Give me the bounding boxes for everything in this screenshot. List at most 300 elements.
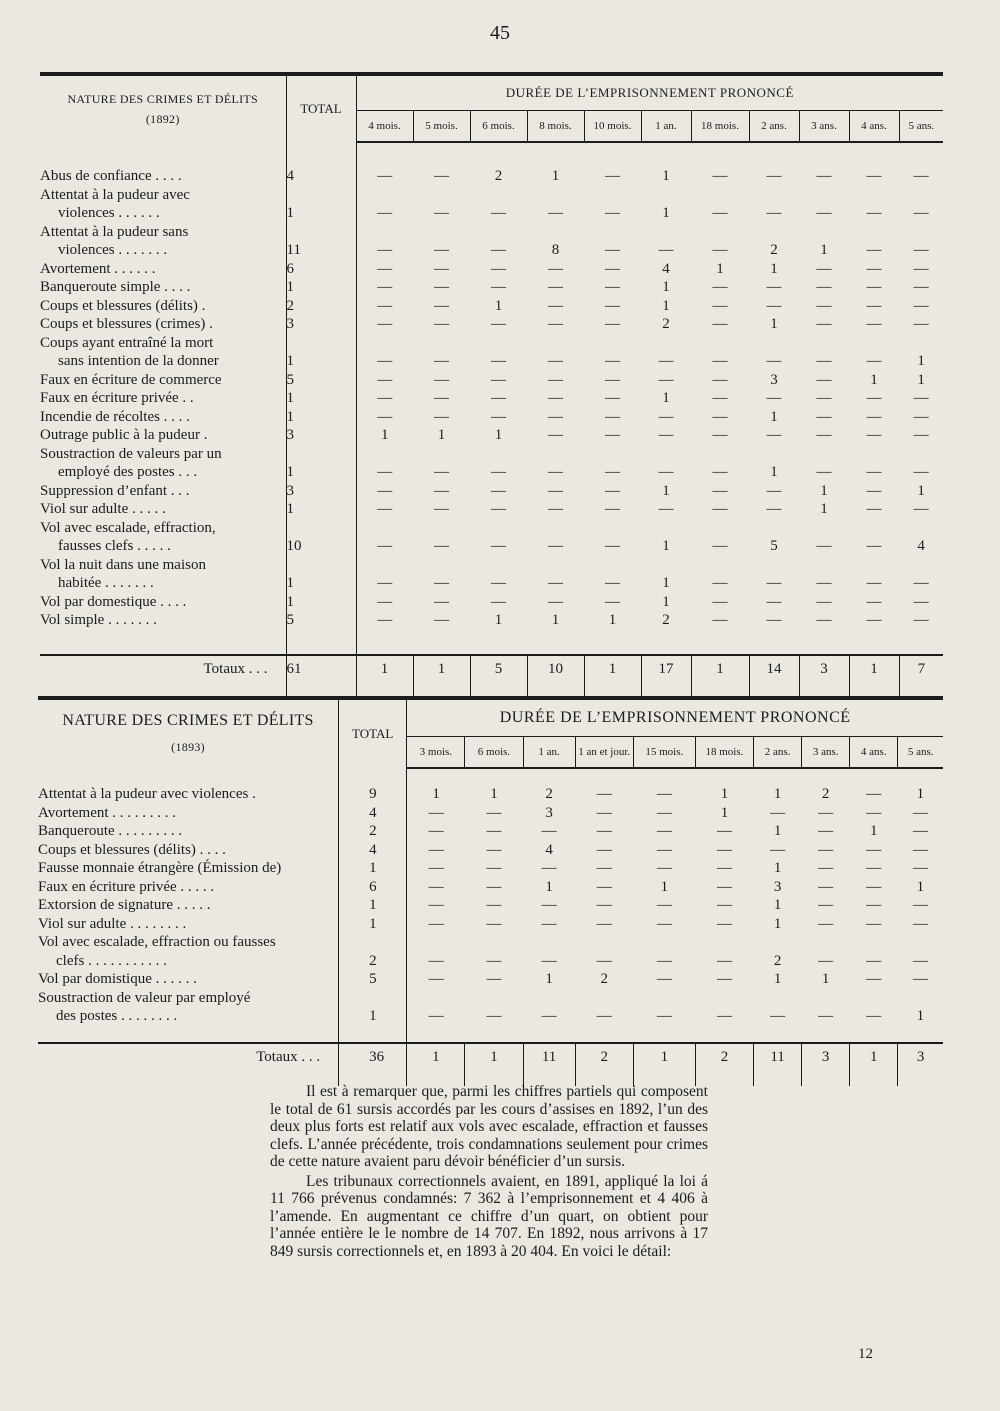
duration-count-cell: 5	[770, 538, 778, 554]
duration-count-cell: 1	[716, 260, 724, 277]
duration-count-cell: —	[605, 205, 620, 221]
duration-count-cell: 1	[917, 353, 925, 369]
duration-count-cell: —	[816, 538, 832, 554]
duration-count-cell: —	[377, 464, 393, 480]
table-row	[40, 167, 943, 186]
row-total: 3	[286, 482, 356, 501]
duration-count-cell: —	[766, 482, 782, 499]
duration-count-cell: —	[866, 593, 882, 610]
duration-count-cell: —	[770, 841, 786, 858]
duration-count-cell: —	[866, 538, 882, 554]
duration-count-cell: —	[486, 878, 502, 895]
duration-count-cell: 2	[773, 952, 782, 969]
table-row	[38, 859, 943, 878]
duration-count-cell: —	[486, 804, 502, 821]
duration-count-cell: —	[716, 860, 732, 876]
row-total: 2	[286, 297, 356, 316]
duration-count-cell: 1	[662, 168, 670, 184]
duration-count-cell: —	[716, 915, 732, 932]
duration-count-cell: —	[486, 860, 502, 876]
duration-count-cell: —	[605, 593, 620, 610]
offense-label-line: Vol simple . . . . . . .	[40, 612, 157, 628]
duration-count-cell: —	[656, 860, 672, 876]
duration-count-cell: 3	[770, 371, 778, 388]
duration-count-cell: —	[428, 841, 444, 858]
duration-count-cell: 4	[545, 841, 553, 858]
duration-count-cell: 1	[773, 971, 782, 987]
duration-count-cell: —	[548, 501, 563, 517]
duration-count-cell: —	[658, 464, 674, 480]
duration-count-cell: —	[816, 353, 832, 369]
duration-count-cell: —	[491, 353, 506, 369]
duration-count-cell: 1	[662, 538, 670, 554]
duration-count-cell: 1	[917, 482, 925, 499]
duration-count-cell: —	[656, 915, 672, 932]
duration-count-cell: —	[428, 971, 444, 987]
table-row	[40, 297, 943, 316]
duration-count-cell: 1	[773, 823, 782, 839]
duration-count-cell: —	[816, 279, 832, 295]
duration-count-cell: —	[866, 205, 882, 221]
duration-count-cell: 1	[490, 786, 498, 802]
duration-count-cell: —	[766, 575, 782, 591]
row-total: 5	[339, 970, 407, 989]
offense-label-line: Abus de confiance . . . .	[40, 168, 182, 184]
offense-label	[40, 593, 286, 612]
duration-count-cell: —	[434, 316, 449, 332]
duration-count-cell: 1	[437, 427, 446, 443]
duration-count-cell: 1	[551, 168, 560, 184]
duration-count-cell: —	[766, 427, 782, 443]
table-1893	[38, 696, 943, 1086]
duration-count-cell: —	[913, 316, 929, 332]
totals-row	[38, 1043, 943, 1070]
table-row	[38, 989, 943, 1026]
duration-column-header: 3 mois.	[407, 737, 465, 769]
duration-count-cell: —	[491, 242, 506, 258]
duration-count-cell: —	[712, 279, 728, 295]
duration-column-header: 6 mois.	[470, 111, 527, 143]
duration-count-cell: —	[541, 1008, 557, 1024]
duration-count-cell: —	[434, 575, 449, 591]
duration-count-cell: —	[596, 915, 612, 932]
duration-count-cell: 1	[662, 575, 670, 591]
total-header: TOTAL	[286, 74, 356, 142]
row-total: 2	[339, 822, 407, 841]
duration-count-cell: —	[816, 427, 832, 443]
duration-count-cell: —	[816, 316, 832, 332]
offense-label	[40, 519, 286, 556]
paragraph: Les tribunaux correctionnels avaient, en 1891, appliqué la loi á 11 766 prévenus condamnés: 7 362 à l’emprisonnement et 4 406 à l’amende. En augmentant ce chiffre d’un quart, on obtient pour l’année entière le le nombre de 14 707. En 1892, nous arrivons à 17 849 sursis correctionnels et, en 1893 à 20 404. En voici le détail:	[270, 1172, 708, 1260]
offense-label-line: Coups et blessures (crimes) .	[40, 316, 213, 332]
column-total: 10	[527, 655, 584, 682]
row-total: 1	[286, 186, 356, 223]
offense-label-line: Attentat à la pudeur sans	[40, 223, 189, 240]
offense-label-line: Coups et blessures (délits) . . . .	[38, 841, 226, 858]
column-total: 1	[691, 655, 749, 682]
duration-count-cell: —	[658, 501, 674, 517]
row-total: 10	[286, 519, 356, 556]
row-total: 1	[286, 389, 356, 408]
column-total: 5	[470, 655, 527, 682]
table-row	[40, 315, 943, 334]
duration-count-cell: —	[434, 593, 449, 610]
duration-count-cell: —	[434, 612, 449, 628]
duration-count-cell: —	[548, 464, 563, 480]
duration-count-cell: —	[866, 786, 882, 802]
duration-count-cell: —	[912, 841, 928, 858]
row-total: 1	[286, 278, 356, 297]
duration-count-cell: —	[866, 260, 882, 277]
duration-count-cell: —	[434, 464, 449, 480]
offense-label-line: Faux en écriture de commerce	[40, 371, 222, 388]
row-total: 1	[339, 989, 407, 1026]
table-row	[38, 822, 943, 841]
sheet-number: 12	[858, 1346, 873, 1362]
duration-count-cell: 1	[770, 316, 778, 332]
duration-count-cell: —	[656, 971, 672, 987]
table-row	[40, 482, 943, 501]
duration-count-cell: —	[716, 841, 732, 858]
duration-count-cell: —	[434, 353, 449, 369]
year-label: (1893)	[171, 740, 205, 754]
duration-count-cell: —	[548, 371, 563, 388]
duration-count-cell: 4	[917, 538, 925, 554]
row-total: 4	[286, 167, 356, 186]
offense-label	[38, 822, 339, 841]
duration-count-cell: 2	[600, 971, 608, 987]
offense-label-line: Faux en écriture privée . .	[40, 390, 194, 406]
duration-count-cell: —	[605, 408, 620, 425]
offense-label	[40, 408, 286, 427]
duration-count-cell: —	[712, 501, 728, 517]
duration-count-cell: —	[434, 482, 449, 499]
duration-column-header: 10 mois.	[584, 111, 641, 143]
duration-count-cell: —	[770, 1008, 786, 1024]
duration-count-cell: 1	[916, 878, 925, 895]
row-total: 1	[286, 408, 356, 427]
duration-count-cell: —	[491, 538, 506, 554]
duration-count-cell: —	[428, 804, 444, 821]
duration-count-cell: —	[491, 390, 506, 406]
duration-count-cell: —	[913, 464, 929, 480]
duration-count-cell: —	[818, 804, 834, 821]
column-total: 11	[754, 1043, 802, 1070]
duration-count-cell: —	[434, 371, 449, 388]
duration-count-cell: —	[434, 501, 449, 517]
duration-count-cell: —	[656, 952, 672, 969]
duration-count-cell: —	[541, 952, 557, 969]
duration-count-cell: —	[766, 205, 782, 221]
table-row	[40, 500, 943, 519]
duration-count-cell: —	[913, 408, 929, 425]
duration-count-cell: —	[656, 841, 672, 858]
duration-count-cell: —	[766, 612, 782, 628]
row-total: 1	[286, 593, 356, 612]
offense-label-line: employé des postes . . .	[58, 464, 198, 480]
duration-count-cell: 1	[773, 915, 782, 932]
duration-count-cell: —	[913, 242, 929, 258]
table-row	[38, 785, 943, 804]
table-row	[40, 611, 943, 630]
duration-count-cell: —	[605, 353, 620, 369]
table-row	[40, 445, 943, 482]
duration-count-cell: —	[712, 593, 728, 610]
duration-count-cell: —	[866, 878, 882, 895]
offense-label-line: Faux en écriture privée . . . . .	[38, 878, 215, 895]
duration-count-cell: —	[913, 390, 929, 406]
offense-label	[40, 500, 286, 519]
duration-count-cell: —	[377, 612, 393, 628]
duration-count-cell: —	[766, 353, 782, 369]
duration-count-cell: 1	[660, 878, 669, 895]
offense-label	[40, 260, 286, 279]
duration-count-cell: 1	[494, 427, 503, 443]
offense-label	[40, 389, 286, 408]
offense-label	[40, 167, 286, 186]
duration-count-cell: —	[866, 1008, 882, 1024]
duration-count-cell: —	[434, 205, 449, 221]
duration-count-cell: 1	[917, 371, 925, 388]
table-row	[38, 896, 943, 915]
duration-column-header: 4 mois.	[356, 111, 413, 143]
duration-count-cell: —	[913, 501, 929, 517]
table-row	[38, 841, 943, 860]
row-total: 4	[339, 841, 407, 860]
row-total: 1	[286, 500, 356, 519]
duration-count-cell: 2	[545, 786, 553, 802]
grand-total: 61	[286, 655, 356, 682]
duration-count-cell: —	[491, 593, 506, 610]
duration-count-cell: —	[377, 371, 393, 388]
offense-label-line: Avortement . . . . . .	[40, 260, 156, 277]
column-total: 3	[799, 655, 849, 682]
offense-label-line: Avortement . . . . . . . . .	[38, 804, 177, 821]
totals-row	[40, 655, 943, 682]
duration-count-cell: —	[818, 915, 834, 932]
duration-count-cell: —	[548, 390, 563, 406]
row-total: 3	[286, 315, 356, 334]
duration-count-cell: 1	[773, 860, 782, 876]
duration-count-cell: —	[548, 260, 563, 277]
duration-count-cell: —	[716, 1008, 732, 1024]
duration-count-cell: —	[816, 297, 832, 314]
duration-count-cell: —	[605, 538, 620, 554]
duration-count-cell: —	[596, 860, 612, 876]
table-row	[38, 804, 943, 823]
offense-label	[38, 878, 339, 897]
duration-count-cell: —	[605, 575, 620, 591]
duration-count-cell: —	[866, 575, 882, 591]
duration-count-cell: —	[486, 897, 502, 913]
duration-count-cell: —	[434, 279, 449, 295]
duration-count-cell: 1	[821, 971, 830, 987]
duration-count-cell: —	[656, 804, 672, 821]
duration-count-cell: 1	[720, 786, 729, 802]
offense-label	[40, 556, 286, 593]
duration-count-cell: —	[913, 205, 929, 221]
table-row	[40, 371, 943, 390]
column-total: 1	[850, 1043, 898, 1070]
totals-label: Totaux . . .	[38, 1043, 339, 1070]
offense-label	[38, 915, 339, 934]
duration-count-cell: —	[548, 353, 563, 369]
duration-count-cell: —	[548, 316, 563, 332]
duration-count-cell: —	[866, 860, 882, 876]
duration-count-cell: —	[605, 464, 620, 480]
offense-label-line: Soustraction de valeur par employé	[38, 989, 251, 1006]
row-total: 6	[286, 260, 356, 279]
duration-count-cell: —	[491, 279, 506, 295]
duration-count-cell: —	[866, 915, 882, 932]
duration-count-cell: 1	[662, 482, 670, 499]
table-row	[40, 278, 943, 297]
duration-column-header: 1 an et jour.	[575, 737, 633, 769]
duration-count-cell: —	[816, 205, 832, 221]
duration-count-cell: —	[913, 260, 929, 277]
offense-label-line: Vol la nuit dans une maison	[40, 556, 206, 573]
duration-count-cell: —	[428, 860, 444, 876]
duration-header: DURÉE DE L’EMPRISONNEMENT PRONONCÉ	[407, 698, 943, 737]
table-row	[40, 408, 943, 427]
year-label: (1892)	[145, 112, 180, 126]
duration-count-cell: —	[866, 408, 882, 425]
duration-count-cell: —	[716, 823, 732, 839]
duration-count-cell: —	[434, 242, 449, 258]
duration-count-cell: 4	[662, 260, 670, 277]
row-total: 1	[339, 915, 407, 934]
column-total: 17	[641, 655, 691, 682]
offense-label	[38, 970, 339, 989]
duration-count-cell: —	[912, 915, 928, 932]
column-total: 1	[849, 655, 899, 682]
duration-column-header: 6 mois.	[465, 737, 523, 769]
duration-count-cell: —	[428, 1008, 444, 1024]
duration-count-cell: —	[818, 860, 834, 876]
duration-count-cell: —	[766, 390, 782, 406]
duration-count-cell: —	[548, 205, 563, 221]
duration-count-cell: 1	[870, 371, 878, 388]
table-row	[40, 389, 943, 408]
duration-count-cell: —	[712, 242, 728, 258]
duration-count-cell: —	[866, 279, 882, 295]
duration-count-cell: —	[377, 538, 393, 554]
offense-label	[40, 223, 286, 260]
duration-count-cell: —	[377, 279, 393, 295]
table-row	[38, 970, 943, 989]
offense-label	[38, 841, 339, 860]
duration-count-cell: —	[866, 501, 882, 517]
duration-count-cell: —	[548, 408, 563, 425]
duration-count-cell: —	[866, 427, 882, 443]
duration-count-cell: —	[912, 860, 928, 876]
duration-count-cell: 1	[381, 427, 389, 443]
duration-count-cell: —	[486, 915, 502, 932]
duration-count-cell: —	[486, 1008, 502, 1024]
duration-count-cell: 1	[494, 612, 503, 628]
duration-count-cell: —	[491, 501, 506, 517]
page-number: 45	[490, 22, 510, 44]
duration-count-cell: —	[712, 390, 728, 406]
duration-count-cell: —	[548, 575, 563, 591]
duration-count-cell: —	[605, 279, 620, 295]
offense-label-line: des postes . . . . . . . .	[56, 1008, 178, 1024]
duration-count-cell: —	[912, 971, 928, 987]
duration-count-cell: —	[766, 168, 782, 184]
column-total: 3	[898, 1043, 943, 1070]
row-total: 5	[286, 611, 356, 630]
duration-count-cell: —	[716, 971, 732, 987]
table-row	[40, 426, 943, 445]
duration-count-cell: —	[766, 593, 782, 610]
column-total: 1	[356, 655, 413, 682]
duration-count-cell: —	[658, 408, 674, 425]
offense-label-line: Banqueroute simple . . . .	[40, 279, 191, 295]
duration-count-cell: —	[596, 804, 612, 821]
row-total: 1	[339, 896, 407, 915]
duration-count-cell: —	[377, 390, 393, 406]
duration-count-cell: —	[866, 971, 882, 987]
table-row	[40, 556, 943, 593]
duration-count-cell: —	[428, 878, 444, 895]
duration-count-cell: —	[866, 464, 882, 480]
duration-count-cell: —	[712, 168, 728, 184]
duration-count-cell: 3	[545, 804, 553, 821]
duration-count-cell: —	[712, 612, 728, 628]
duration-count-cell: 1	[916, 1008, 925, 1024]
offense-label-line: fausses clefs . . . . .	[58, 538, 171, 554]
table-row	[38, 878, 943, 897]
duration-count-cell: —	[912, 952, 928, 969]
row-total: 11	[286, 223, 356, 260]
duration-count-cell: 1	[432, 786, 440, 802]
column-total: 14	[749, 655, 799, 682]
row-total: 2	[339, 933, 407, 970]
offense-label-line: Soustraction de valeurs par un	[40, 445, 222, 462]
duration-count-cell: —	[712, 205, 728, 221]
duration-count-cell: —	[605, 390, 620, 406]
offense-label-line: Incendie de récoltes . . . .	[40, 408, 190, 425]
offense-label-line: Vol avec escalade, effraction,	[40, 519, 216, 536]
duration-count-cell: —	[656, 897, 672, 913]
duration-count-cell: —	[913, 593, 929, 610]
row-total: 4	[339, 804, 407, 823]
duration-count-cell: —	[913, 612, 929, 628]
duration-count-cell: 1	[916, 786, 925, 802]
duration-count-cell: —	[541, 897, 557, 913]
duration-count-cell: —	[658, 427, 674, 443]
nature-header	[38, 698, 339, 768]
duration-count-cell: —	[486, 841, 502, 858]
duration-count-cell: —	[605, 316, 620, 332]
offense-label	[38, 896, 339, 915]
duration-count-cell: —	[548, 593, 563, 610]
duration-count-cell: —	[548, 279, 563, 295]
duration-count-cell: —	[541, 915, 557, 932]
duration-count-cell: —	[377, 205, 393, 221]
duration-count-cell: —	[491, 482, 506, 499]
column-total: 11	[523, 1043, 575, 1070]
duration-count-cell: —	[596, 1008, 612, 1024]
duration-count-cell: —	[428, 952, 444, 969]
duration-count-cell: —	[658, 353, 674, 369]
duration-count-cell: 1	[662, 205, 670, 221]
duration-count-cell: —	[912, 804, 928, 821]
duration-count-cell: —	[486, 823, 502, 839]
duration-count-cell: 3	[773, 878, 782, 895]
duration-column-header: 1 an.	[523, 737, 575, 769]
column-total: 1	[633, 1043, 695, 1070]
